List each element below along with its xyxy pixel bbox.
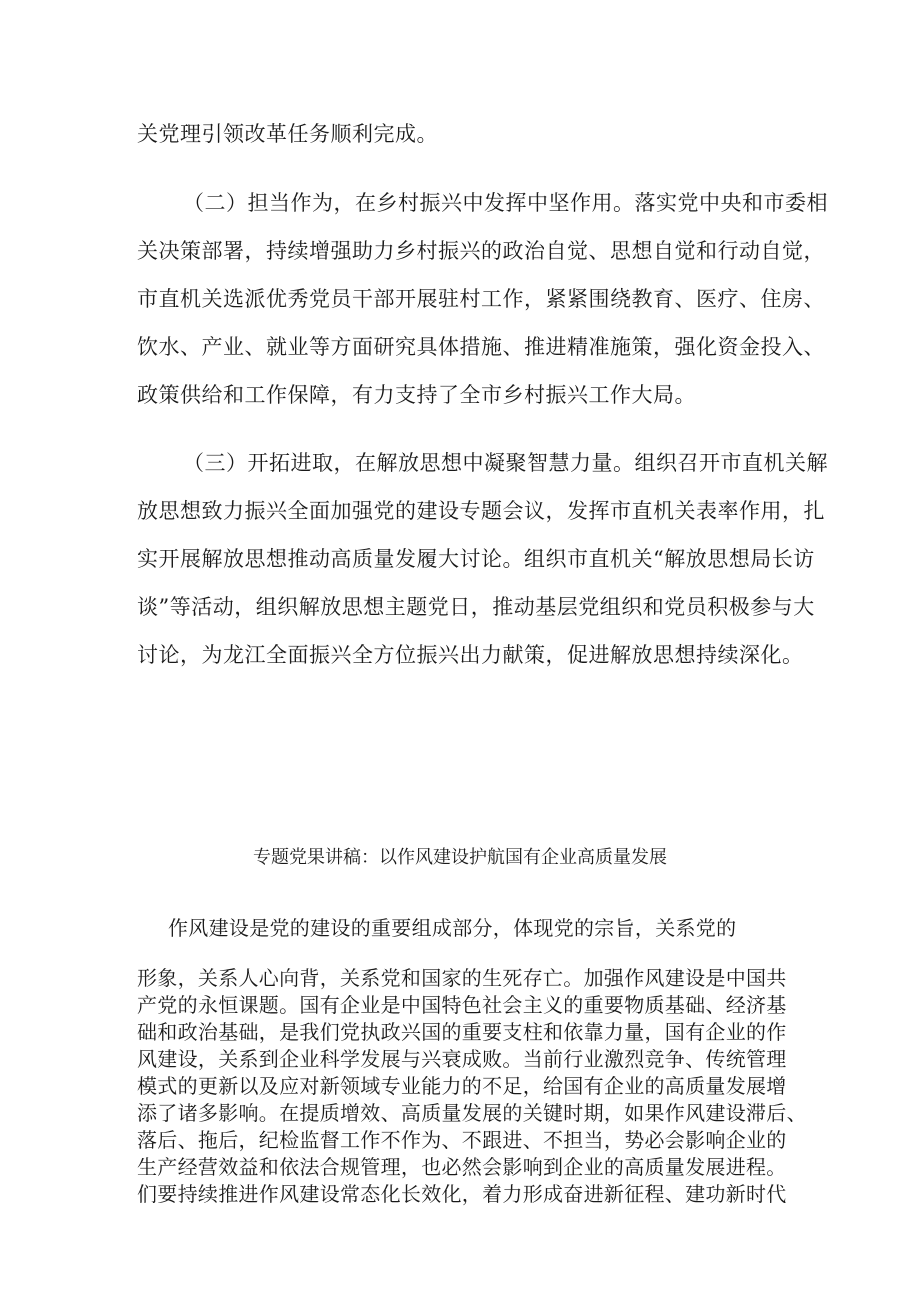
- paragraph-line: 风建设，关系到企业科学发展与兴衰成败。当前行业激烈竞争、传统管理: [137, 1047, 787, 1071]
- paragraph-line: 实开展解放思想推动高质量发履大讨论。组织市直机关“解放思想局长访: [137, 547, 815, 571]
- paragraph-line: 们要持续推进作风建设常态化长效化，着力形成奋进新征程、建功新时代: [137, 1182, 787, 1206]
- paragraph-line: （二）担当作为，在乡村振兴中发挥中坚作用。落实党中央和市委相: [183, 191, 828, 215]
- paragraph-line: 模式的更新以及应对新领域专业能力的不足，给国有企业的高质量发展增: [137, 1074, 787, 1098]
- paragraph-line: 关决策部署，持续增强助力乡村振兴的政治自觉、思想自觉和行动自觉，: [137, 239, 825, 263]
- paragraph-line: 生产经营效益和依法合规管理，也必然会影响到企业的高质量发展进程。: [137, 1155, 787, 1179]
- paragraph-line: 形象，关系人心向背，关系党和国家的生死存亡。加强作风建设是中国共: [137, 966, 787, 990]
- paragraph-line: 饮水、产业、就业等方面研究具体措施、推进精准施策，强化资金投入、: [137, 335, 825, 359]
- paragraph-line: （三）开拓进取，在解放思想中凝聚智慧力量。组织召开市直机关解: [183, 451, 828, 475]
- paragraph-line: 关党理引领改革任务顺利完成。: [137, 122, 438, 146]
- paragraph-line: 添了诸多影响。在提质增效、高质量发展的关键时期，如果作风建设滞后、: [137, 1101, 807, 1125]
- paragraph-line: 产党的永恒课题。国有企业是中国特色社会主义的重要物质基础、经济基: [137, 993, 787, 1017]
- paragraph-line: 政策供给和工作保障，有力支持了全市乡村振兴工作大局。: [137, 383, 696, 407]
- paragraph-line: 础和政治基础，是我们党执政兴国的重要支柱和依靠力量，国有企业的作: [137, 1020, 787, 1044]
- article-title: 专题党果讲稿：以作风建设护航国有企业高质量发展: [253, 847, 667, 868]
- paragraph-line: 讨论，为龙江全面振兴全方位振兴出力献策，促进解放思想持续深化。: [137, 643, 804, 667]
- paragraph-line: 市直机关选派优秀党员干部开展驻村工作，紧紧围绕教育、医疗、住房、: [137, 287, 825, 311]
- paragraph-line: 作风建设是党的建设的重要组成部分，体现党的宗旨，关系党的: [168, 916, 737, 940]
- paragraph-line: 谈”等活动，组织解放思想主题党日，推动基层党组织和党员积极参与大: [137, 595, 815, 619]
- paragraph-line: 放思想致力振兴全面加强党的建设专题会议，发挥市直机关表率作用，扎: [137, 499, 825, 523]
- paragraph-line: 落后、拖后，纪检监督工作不作为、不跟进、不担当，势必会影响企业的: [137, 1128, 787, 1152]
